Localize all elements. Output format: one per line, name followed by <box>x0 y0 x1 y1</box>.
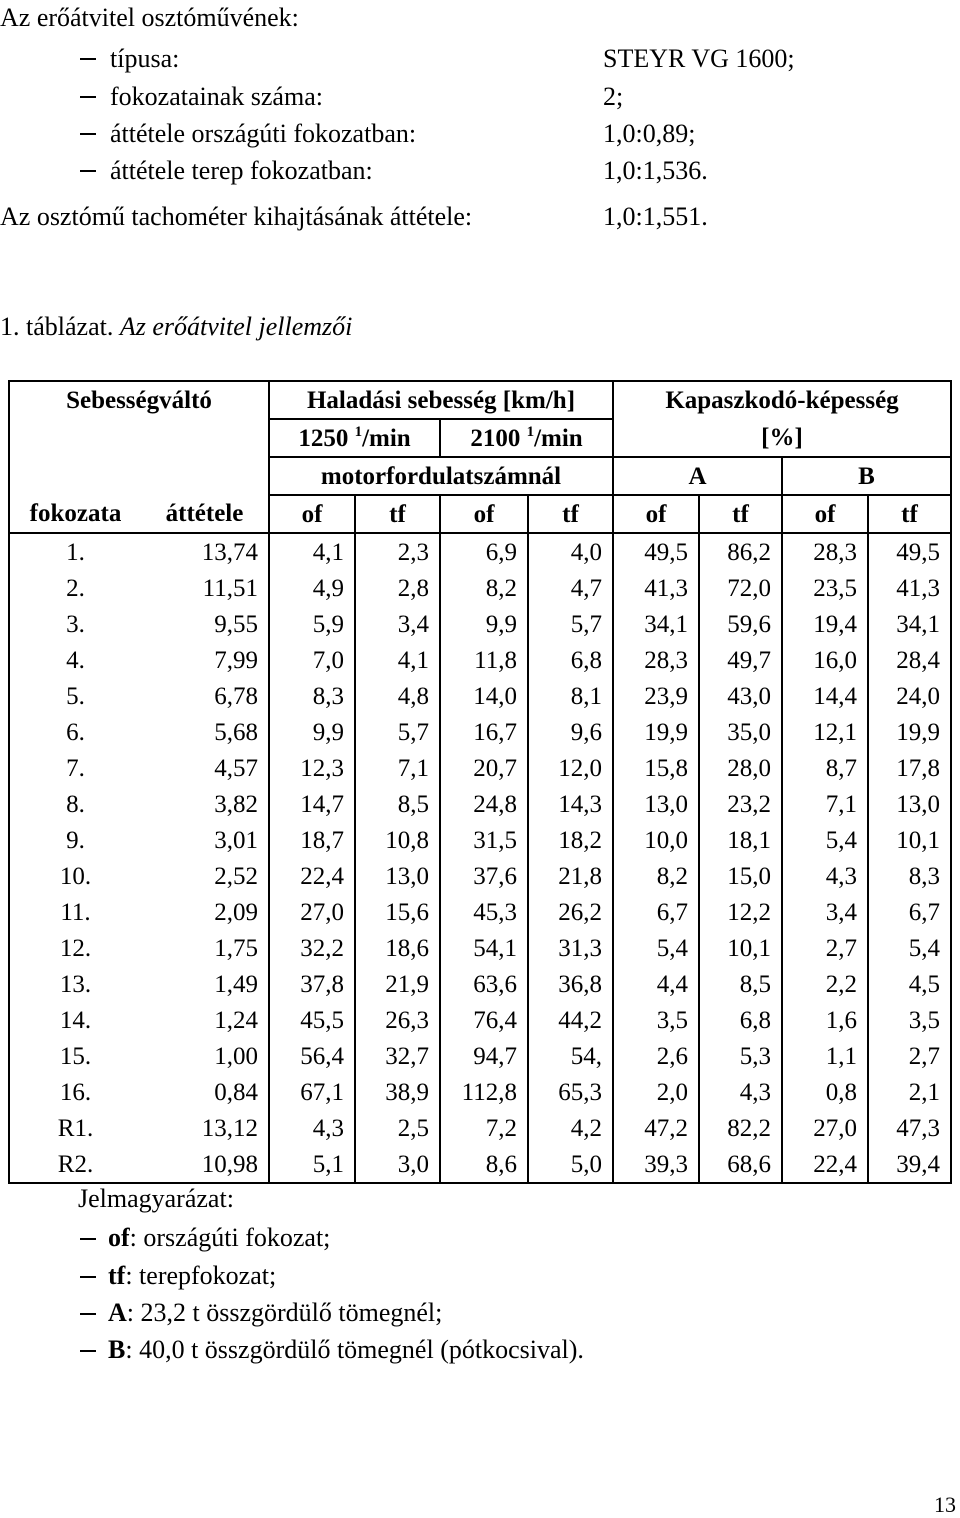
cell-ratio: 2,09 <box>141 894 269 930</box>
cell-value: 65,3 <box>528 1074 613 1110</box>
cell-ratio: 9,55 <box>141 606 269 642</box>
header-gear: fokozata <box>9 495 141 533</box>
cell-value: 7,1 <box>355 750 440 786</box>
cell-gear: 10. <box>9 858 141 894</box>
cell-value: 37,8 <box>269 966 355 1002</box>
cell-value: 32,2 <box>269 930 355 966</box>
cell-value: 15,6 <box>355 894 440 930</box>
dash-bullet <box>80 96 96 98</box>
cell-value: 12,1 <box>782 714 868 750</box>
cell-value: 32,7 <box>355 1038 440 1074</box>
tacho-value: 1,0:1,551. <box>603 202 708 231</box>
cell-value: 47,3 <box>868 1110 951 1146</box>
table-row <box>9 1002 951 1038</box>
cell-gear: R1. <box>9 1110 141 1146</box>
cell-value: 18,6 <box>355 930 440 966</box>
cell-ratio: 1,24 <box>141 1002 269 1038</box>
spec-value: 2; <box>603 82 624 111</box>
table-body <box>9 533 951 1183</box>
cell-value: 31,5 <box>440 822 528 858</box>
table-row <box>9 1038 951 1074</box>
cell-value: 4,4 <box>613 966 699 1002</box>
cell-value: 43,0 <box>699 678 782 714</box>
cell-ratio: 5,68 <box>141 714 269 750</box>
cell-gear: 14. <box>9 1002 141 1038</box>
cell-value: 3,0 <box>355 1146 440 1183</box>
cell-gear: 1. <box>9 533 141 570</box>
cell-value: 0,8 <box>782 1074 868 1110</box>
cell-value: 5,9 <box>269 606 355 642</box>
header-empty <box>9 419 269 457</box>
cell-gear: 11. <box>9 894 141 930</box>
table-row <box>9 570 951 606</box>
cell-value: 12,3 <box>269 750 355 786</box>
cell-gear: 5. <box>9 678 141 714</box>
header-tf: tf <box>355 495 440 533</box>
header-of: of <box>269 495 355 533</box>
cell-value: 38,9 <box>355 1074 440 1110</box>
table-row <box>9 642 951 678</box>
cell-value: 6,8 <box>528 642 613 678</box>
cell-value: 7,0 <box>269 642 355 678</box>
cell-value: 14,0 <box>440 678 528 714</box>
spec-label: fokozatainak száma: <box>110 82 323 111</box>
cell-value: 14,4 <box>782 678 868 714</box>
cell-value: 11,8 <box>440 642 528 678</box>
cell-value: 24,8 <box>440 786 528 822</box>
cell-value: 5,7 <box>528 606 613 642</box>
cell-value: 14,3 <box>528 786 613 822</box>
cell-value: 28,3 <box>613 642 699 678</box>
cell-ratio: 2,52 <box>141 858 269 894</box>
header-of: of <box>613 495 699 533</box>
cell-value: 16,0 <box>782 642 868 678</box>
cell-gear: 8. <box>9 786 141 822</box>
cell-value: 4,8 <box>355 678 440 714</box>
cell-gear: 4. <box>9 642 141 678</box>
header-engine-speed: motorfordulatszámnál <box>269 457 613 495</box>
cell-value: 39,3 <box>613 1146 699 1183</box>
cell-value: 47,2 <box>613 1110 699 1146</box>
cell-ratio: 6,78 <box>141 678 269 714</box>
cell-value: 37,6 <box>440 858 528 894</box>
cell-value: 5,1 <box>269 1146 355 1183</box>
cell-value: 3,4 <box>782 894 868 930</box>
dash-bullet <box>80 133 96 135</box>
cell-value: 3,5 <box>868 1002 951 1038</box>
cell-value: 2,2 <box>782 966 868 1002</box>
caption-title: Az erőátvitel jellemzői <box>119 312 353 341</box>
cell-value: 6,8 <box>699 1002 782 1038</box>
cell-value: 2,1 <box>868 1074 951 1110</box>
cell-value: 28,4 <box>868 642 951 678</box>
caption-number: 1. táblázat. <box>0 312 114 341</box>
cell-value: 19,9 <box>613 714 699 750</box>
cell-value: 45,3 <box>440 894 528 930</box>
cell-value: 26,3 <box>355 1002 440 1038</box>
cell-value: 18,2 <box>528 822 613 858</box>
table-row <box>9 714 951 750</box>
cell-ratio: 10,98 <box>141 1146 269 1183</box>
cell-value: 12,0 <box>528 750 613 786</box>
cell-value: 13,0 <box>868 786 951 822</box>
table-row <box>9 1110 951 1146</box>
table-row <box>9 1146 951 1183</box>
cell-value: 68,6 <box>699 1146 782 1183</box>
table-row <box>9 533 951 570</box>
cell-value: 39,4 <box>868 1146 951 1183</box>
cell-value: 20,7 <box>440 750 528 786</box>
dash-bullet <box>80 1313 96 1315</box>
cell-value: 8,5 <box>699 966 782 1002</box>
cell-value: 23,9 <box>613 678 699 714</box>
header-rpm-1250: 1250 $^1$/min <box>269 419 440 457</box>
cell-value: 5,7 <box>355 714 440 750</box>
cell-value: 76,4 <box>440 1002 528 1038</box>
cell-value: 5,0 <box>528 1146 613 1183</box>
cell-value: 41,3 <box>613 570 699 606</box>
cell-value: 5,4 <box>782 822 868 858</box>
cell-ratio: 1,00 <box>141 1038 269 1074</box>
cell-value: 4,5 <box>868 966 951 1002</box>
cell-value: 4,7 <box>528 570 613 606</box>
dash-bullet <box>80 1238 96 1240</box>
cell-gear: R2. <box>9 1146 141 1183</box>
dash-bullet <box>80 58 96 60</box>
cell-gear: 3. <box>9 606 141 642</box>
cell-value: 8,3 <box>269 678 355 714</box>
spec-label: áttétele országúti fokozatban: <box>110 119 417 148</box>
cell-value: 8,3 <box>868 858 951 894</box>
cell-value: 72,0 <box>699 570 782 606</box>
cell-value: 22,4 <box>269 858 355 894</box>
legend-text: B: 40,0 t összgördülő tömegnél (pótkocsival). <box>108 1335 584 1364</box>
cell-gear: 9. <box>9 822 141 858</box>
cell-value: 31,3 <box>528 930 613 966</box>
cell-value: 6,7 <box>613 894 699 930</box>
cell-value: 23,5 <box>782 570 868 606</box>
table-row <box>9 786 951 822</box>
table-row <box>9 606 951 642</box>
cell-value: 94,7 <box>440 1038 528 1074</box>
table-row <box>9 750 951 786</box>
cell-value: 2,5 <box>355 1110 440 1146</box>
header-gearbox: Sebességváltó <box>9 381 269 419</box>
cell-value: 49,5 <box>613 533 699 570</box>
table-row <box>9 894 951 930</box>
cell-value: 19,9 <box>868 714 951 750</box>
cell-value: 16,7 <box>440 714 528 750</box>
cell-value: 24,0 <box>868 678 951 714</box>
cell-value: 9,9 <box>269 714 355 750</box>
spec-label: áttétele terep fokozatban: <box>110 156 373 185</box>
cell-value: 2,0 <box>613 1074 699 1110</box>
cell-ratio: 3,01 <box>141 822 269 858</box>
cell-value: 5,4 <box>613 930 699 966</box>
header-climb: Kapaszkodó-képesség <box>613 381 951 419</box>
cell-ratio: 7,99 <box>141 642 269 678</box>
cell-value: 4,9 <box>269 570 355 606</box>
cell-value: 2,8 <box>355 570 440 606</box>
cell-value: 54,1 <box>440 930 528 966</box>
cell-value: 54, <box>528 1038 613 1074</box>
cell-value: 41,3 <box>868 570 951 606</box>
cell-value: 1,1 <box>782 1038 868 1074</box>
cell-value: 8,6 <box>440 1146 528 1183</box>
cell-value: 19,4 <box>782 606 868 642</box>
cell-value: 86,2 <box>699 533 782 570</box>
cell-value: 67,1 <box>269 1074 355 1110</box>
page-number: 13 <box>934 1492 956 1517</box>
cell-value: 56,4 <box>269 1038 355 1074</box>
spec-value: 1,0:0,89; <box>603 119 696 148</box>
cell-ratio: 4,57 <box>141 750 269 786</box>
cell-gear: 7. <box>9 750 141 786</box>
spec-value: 1,0:1,536. <box>603 156 708 185</box>
cell-value: 4,3 <box>782 858 868 894</box>
dash-bullet <box>80 170 96 172</box>
cell-value: 10,1 <box>699 930 782 966</box>
cell-value: 9,9 <box>440 606 528 642</box>
table-caption <box>0 314 352 340</box>
legend-text: tf: terepfokozat; <box>108 1261 277 1290</box>
cell-value: 15,8 <box>613 750 699 786</box>
cell-value: 63,6 <box>440 966 528 1002</box>
cell-gear: 12. <box>9 930 141 966</box>
cell-value: 23,2 <box>699 786 782 822</box>
cell-gear: 13. <box>9 966 141 1002</box>
cell-value: 35,0 <box>699 714 782 750</box>
header-tf: tf <box>868 495 951 533</box>
cell-value: 34,1 <box>613 606 699 642</box>
dash-bullet <box>80 1276 96 1278</box>
cell-value: 4,3 <box>699 1074 782 1110</box>
cell-ratio: 1,75 <box>141 930 269 966</box>
header-A: A <box>613 457 782 495</box>
cell-ratio: 13,12 <box>141 1110 269 1146</box>
cell-value: 13,0 <box>355 858 440 894</box>
cell-value: 59,6 <box>699 606 782 642</box>
intro-heading: Az erőátvitel osztóművének: <box>0 3 299 32</box>
cell-value: 6,9 <box>440 533 528 570</box>
table-row <box>9 930 951 966</box>
cell-value: 6,7 <box>868 894 951 930</box>
cell-value: 28,3 <box>782 533 868 570</box>
header-speed: Haladási sebesség [km/h] <box>269 381 613 419</box>
cell-value: 112,8 <box>440 1074 528 1110</box>
header-rpm-2100: 2100 $^1$/min <box>440 419 613 457</box>
spec-value: STEYR VG 1600; <box>603 44 795 73</box>
header-of: of <box>782 495 868 533</box>
cell-value: 2,6 <box>613 1038 699 1074</box>
cell-value: 2,3 <box>355 533 440 570</box>
table-row <box>9 858 951 894</box>
cell-value: 21,8 <box>528 858 613 894</box>
header-percent: [%] <box>613 419 951 457</box>
header-ratio: áttétele <box>141 495 269 533</box>
cell-value: 15,0 <box>699 858 782 894</box>
cell-ratio: 1,49 <box>141 966 269 1002</box>
cell-value: 5,4 <box>868 930 951 966</box>
dash-bullet <box>80 1350 96 1352</box>
header-empty <box>9 457 269 495</box>
spec-label: típusa: <box>110 44 180 73</box>
cell-value: 10,0 <box>613 822 699 858</box>
cell-value: 8,7 <box>782 750 868 786</box>
cell-value: 44,2 <box>528 1002 613 1038</box>
cell-value: 13,0 <box>613 786 699 822</box>
cell-value: 45,5 <box>269 1002 355 1038</box>
table-row <box>9 678 951 714</box>
cell-value: 3,5 <box>613 1002 699 1038</box>
cell-gear: 15. <box>9 1038 141 1074</box>
cell-value: 4,2 <box>528 1110 613 1146</box>
cell-value: 4,0 <box>528 533 613 570</box>
cell-value: 28,0 <box>699 750 782 786</box>
cell-value: 4,1 <box>355 642 440 678</box>
cell-value: 26,2 <box>528 894 613 930</box>
tacho-label: Az osztómű tachométer kihajtásának áttétele: <box>0 202 473 231</box>
cell-value: 8,5 <box>355 786 440 822</box>
cell-value: 12,2 <box>699 894 782 930</box>
cell-value: 27,0 <box>269 894 355 930</box>
cell-gear: 2. <box>9 570 141 606</box>
header-tf: tf <box>528 495 613 533</box>
cell-value: 8,1 <box>528 678 613 714</box>
cell-value: 10,1 <box>868 822 951 858</box>
cell-value: 9,6 <box>528 714 613 750</box>
legend-text: A: 23,2 t összgördülő tömegnél; <box>108 1298 443 1327</box>
cell-value: 49,5 <box>868 533 951 570</box>
table-row <box>9 1074 951 1110</box>
cell-value: 10,8 <box>355 822 440 858</box>
cell-value: 4,1 <box>269 533 355 570</box>
header-B: B <box>782 457 951 495</box>
cell-value: 36,8 <box>528 966 613 1002</box>
cell-value: 14,7 <box>269 786 355 822</box>
cell-ratio: 0,84 <box>141 1074 269 1110</box>
cell-value: 7,2 <box>440 1110 528 1146</box>
cell-value: 21,9 <box>355 966 440 1002</box>
cell-value: 18,1 <box>699 822 782 858</box>
cell-ratio: 11,51 <box>141 570 269 606</box>
cell-ratio: 13,74 <box>141 533 269 570</box>
cell-value: 22,4 <box>782 1146 868 1183</box>
drivetrain-table <box>8 380 952 1184</box>
cell-value: 5,3 <box>699 1038 782 1074</box>
cell-value: 18,7 <box>269 822 355 858</box>
cell-value: 7,1 <box>782 786 868 822</box>
header-tf: tf <box>699 495 782 533</box>
cell-value: 8,2 <box>440 570 528 606</box>
cell-value: 4,3 <box>269 1110 355 1146</box>
header-of: of <box>440 495 528 533</box>
cell-value: 34,1 <box>868 606 951 642</box>
cell-value: 2,7 <box>782 930 868 966</box>
cell-ratio: 3,82 <box>141 786 269 822</box>
legend-text: of: országúti fokozat; <box>108 1223 331 1252</box>
cell-value: 17,8 <box>868 750 951 786</box>
cell-gear: 6. <box>9 714 141 750</box>
table-row <box>9 966 951 1002</box>
cell-value: 3,4 <box>355 606 440 642</box>
cell-value: 2,7 <box>868 1038 951 1074</box>
cell-gear: 16. <box>9 1074 141 1110</box>
legend-heading: Jelmagyarázat: <box>78 1184 234 1213</box>
cell-value: 27,0 <box>782 1110 868 1146</box>
cell-value: 49,7 <box>699 642 782 678</box>
cell-value: 82,2 <box>699 1110 782 1146</box>
cell-value: 1,6 <box>782 1002 868 1038</box>
table-row <box>9 822 951 858</box>
cell-value: 8,2 <box>613 858 699 894</box>
